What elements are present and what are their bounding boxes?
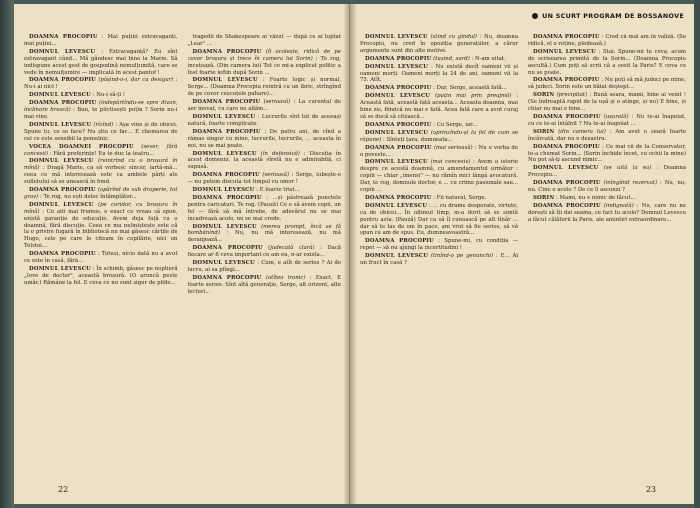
speaker-name: DOAMNA PROCOPIU <box>192 48 262 55</box>
dialogue-line: DOAMNA PROCOPIU (îl ocolește, ridică de pe covor broșura și trece în camera lui Sorin) : Te rog, încetează. (Din camera lui) Tot ce mi-a explicat politic a fost foarte ieftin după Sorin ... <box>187 48 341 76</box>
dialogue-line: DOAMNA PROCOPIU (indepărtîndu-se spre divan, înclinare bruscă) : Bun, te plictisești puțin ? Sorin nu-i mai vine. <box>24 100 178 120</box>
stage-direction: (în defensivă) <box>260 150 300 157</box>
dialogue-text: Spune-mi, cu condiția — repet — să nu ajungi la incertitudini ! <box>360 238 518 252</box>
dialogue-line: DOMNUL LEVESCU (stînd cu gîndul) : Nu, doamna Procopiu, nu cred în opoziția generațiilor, a căror argumente sunt din alte motive. <box>360 34 518 54</box>
speaker-name: DOMNUL LEVESCU <box>533 165 599 172</box>
dialogue-line: DOAMNA PROCOPIU (pășind-o-i, dar ca desigur) : Nu-i ai nici ! <box>24 77 178 91</box>
left-page-column-1 <box>24 34 178 476</box>
speaker-name: DOMNUL LEVESCU <box>29 158 94 165</box>
speaker-name: DOAMNA PROCOPIU <box>533 34 600 40</box>
dialogue-text: Nu, care nu ne dorești să îți dai seama, ce faci tu acolo? Domnul Levescu a făcut călătorii la Paris, ale amintiri extraordinare... <box>528 202 686 223</box>
speaker-name: DOAMNA PROCOPIU <box>192 274 262 281</box>
dialogue-line: DOAMNA PROCOPIU : De patru ani, de cînd a rămas singur cu mine, lucrurile, lucrurile, ... aceasta în noi, nu se mai poate. <box>187 128 341 149</box>
dialogue-text: Această fată, această fată aceasta... Aceasta doamna, mai bine zis, fiindcă nu mai e fată. Acea fată care a avut curaj să se ducă să citească... <box>360 100 518 120</box>
speaker-name: VOCEA DOAMNEI PROCOPIU <box>29 143 134 150</box>
dialogue-line: DOMNUL LEVESCU (pe coridor, cu broșura în mînă) : Cu aiti mai frumos, e exact ce vreau să spun, există garanție de educație. Avem deja față cu o doamnă, fără discuție. Ceea ce ma neliniștește este că la o privire fugară în bibliotecă nu mai găsesc cărțile de Hugo, cele pe care le citeam în copilărie, nici un Tolstoi... <box>24 201 178 250</box>
speaker-name: DOAMNA PROCOPIU <box>365 85 432 92</box>
dialogue-line: DOAMNA PROCOPIU (judecată clară) : Dacă fiecare ar fi ceva important ce am eu, n-ar exista... <box>187 245 341 259</box>
dialogue-line: DOAMNA PROCOPIU (mîngîind rezervat) : Nu, nu, nu. Cine e acolo ? De ce îl ascunzi ? <box>528 180 686 194</box>
bullet-icon <box>532 13 538 19</box>
speaker-name: DOMNUL LEVESCU <box>533 48 596 55</box>
speaker-name: DOMNUL LEVESCU <box>192 223 257 230</box>
dialogue-text: Te rog, încetează. (Din camera lui) Tot ce mi-a explicat politic a fost foarte ieftin după Sorin ... <box>187 55 341 76</box>
speaker-name: DOAMNA PROCOPIU <box>533 113 601 120</box>
speaker-name: DOMNUL LEVESCU <box>29 266 92 272</box>
stage-direction: (mai serioasă) <box>433 144 473 151</box>
speaker-name: DOAMNA PROCOPIU <box>29 187 96 194</box>
dialogue-text: Cum, e atît de serios ? Ai de lucru, ai sa plîngi... <box>187 260 341 273</box>
stage-direction: (tinînd-o pe genunchi) <box>430 253 494 260</box>
stage-direction: (ușurată) <box>603 113 629 120</box>
speaker-name: SORIN <box>533 92 555 99</box>
dialogue-text: E foarte trist... <box>259 187 300 194</box>
dialogue-text: Dacă fiecare ar fi ceva important ce am eu, n-ar exista... <box>187 245 341 259</box>
stage-direction: (tușind, surd) <box>433 55 470 62</box>
stage-direction: (indignată) <box>603 202 634 209</box>
left-page-number: 22 <box>58 485 69 494</box>
speaker-name: DOMNUL LEVESCU <box>29 48 96 55</box>
book-cover-edge-right <box>694 0 700 508</box>
left-page-column-2 <box>188 34 342 476</box>
dialogue-text: Nu te-ai înapoiat, cu ce te-ai întâlnit ? Nu te-ai înapoiat ... <box>528 113 686 127</box>
stage-direction: (îl ocolește, ridică de pe covor broșura și trece în camera lui Sorin) <box>187 48 341 62</box>
dialogue-text: Cred că mai am în valiză. (Se ridică, el o reține, pledează.) <box>528 34 686 47</box>
speaker-name: DOMNUL LEVESCU <box>29 92 91 99</box>
dialogue-line: DOAMNA PROCOPIU (apărînd de sub draperie, tot grav) : Te rog, nu ești deloc întâmplător... <box>24 187 178 200</box>
dialogue-line: SORIN : Mami, nu e nimic de făcut... <box>533 194 636 201</box>
dialogue-line: DOAMNA PROCOPIU : Spune-mi, cu condiția — repet — să nu ajungi la incertitudini ! <box>360 238 518 252</box>
dialogue-line: DOAMNA PROCOPIU : ...și păstrează punctele pentru caricaturi. Te rog. (Pauză) Ce e să avem copii, un fel — fără să mă întrebe, de adevărul nu se mai încadrează acolo, nu se mai crede. <box>187 194 341 222</box>
stage-direction: (indepărtîndu-se spre divan, înclinare bruscă) <box>24 100 178 114</box>
dialogue-text: Doamna Procopiu... <box>528 165 686 179</box>
right-page <box>350 4 694 504</box>
dialogue-line: DOMNUL LEVESCU (rîzînd) : Așa vine și de obicei. Spune tu, ce se face? Nu știu ce fac... E chemarea de cel ce este sensibil la pomelnic. <box>24 121 178 142</box>
dialogue-text: Serge, iubește-o — nu putem discuta tot timpul cu omor ! <box>187 172 341 186</box>
stage-direction: (precipitat) <box>556 92 588 99</box>
dialogue-text: Nu-i ai nici ! <box>24 84 58 91</box>
dialogue-text: La curentul de aer inovat, cu care ne aflăm... <box>187 99 341 113</box>
dialogue-text: Dragă Marie, ca să vorbesc sincer, iartă-mă... ceea ce mă interesează este ca ambele părți ale sufletului să se unească în fond. <box>24 165 178 186</box>
speaker-name: DOMNUL LEVESCU <box>365 63 429 70</box>
dialogue-text: Am avut o seară foarte încărcată, dar nu e dezastru. <box>528 128 686 142</box>
dialogue-text: Totuși, nicio dată nu a avut ce este în casă, fără... <box>24 251 178 265</box>
speaker-name: DOAMNA PROCOPIU <box>29 34 98 40</box>
dialogue-text: Extravaganță? Eu sînt extravagant când... Mă gândesc mai bine la Marie. Să indispune acest gest de gospodină nemulțumită, care se vede în nemulțumire — implicată în acest pantof ! <box>24 48 178 76</box>
dialogue-line: VOCEA DOAMNEI PROCOPIU (sever, fără concesii) : Fără preferințe! Eu te duc la teatru... <box>24 143 178 157</box>
dialogue-line: DOAMNA PROCOPIU (tușind, surd) : N-am uitat. <box>365 55 506 62</box>
dialogue-text: Bună seara, mami, bine ai venit ! (Se îndreaptă rapid de la ușă și o atinge, și nu) E bine, și chiar nu mai e bine... <box>528 92 686 113</box>
speaker-name: DOAMNA PROCOPIU <box>533 143 600 150</box>
dialogue-line: DOMNUL LEVESCU : Nu există decît oameni vii și oameni morți. Oameni morți la 24 de ani, oameni vii la 75. Atît. <box>360 63 518 84</box>
dialogue-line: DOMNUL LEVESCU : Foarte logic și normal, Serge... (Doamna Procopiu reintră cu un ibric, strîngînd de pe covor ceșcuțele pahare)... <box>187 77 341 98</box>
book-cover-edge <box>0 0 14 508</box>
right-page-column-2 <box>528 34 686 476</box>
stage-direction: (puțin mai prin preajmă) <box>435 93 512 100</box>
dialogue-text: Te rog, nu ești deloc întâmplător... <box>43 193 137 200</box>
dialogue-line: DOAMNA PROCOPIU (serioasă) : La curentul de aer inovat, cu care ne aflăm... <box>187 99 341 113</box>
dialogue-line <box>188 34 342 48</box>
dialogue-line: DOAMNA PROCOPIU : Cred că mai am în valiză. (Se ridică, el o reține, pledează.) <box>528 34 686 47</box>
speaker-name: DOAMNA PROCOPIU <box>29 100 97 107</box>
dialogue-line: DOAMNA PROCOPIU (mai serioasă) : Nu e vorba de o poveste... <box>360 144 518 158</box>
dialogue-text: Mai puțini extravaganți, mai puțini... <box>24 34 178 47</box>
speaker-name: SORIN <box>533 194 555 201</box>
speaker-name: SORIN <box>533 128 555 135</box>
dialogue-line: DOMNUL LEVESCU (puțin mai prin preajmă) : Această fată, această fată aceasta... Aceasta doamna, mai bine zis, fiindcă nu mai e fată. Acea fată care a avut curaj să se ducă să citească... <box>360 93 518 120</box>
speaker-name: DOAMNA PROCOPIU <box>365 194 432 201</box>
dialogue-line: DOAMNA PROCOPIU (serioasă) : Serge, iubește-o — nu putem discuta tot timpul cu omor ! <box>187 172 341 186</box>
dialogue-line: DOMNUL LEVESCU : Lucrurile sînt tot de aceeași natură, foarte complicate. <box>187 113 341 127</box>
stage-direction: (pășind-o-i, dar ca desigur) <box>98 77 174 84</box>
dialogue-text: Cu aiti mai frumos, e exact ce vreau să spun, există garanție de educație. Avem deja față cu o doamnă, fără discuție. Ceea ce ma neliniștește este că la o privire fugară în bibliotecă nu mai găsesc cărțile de Hugo, cele pe care le citeam în copilărie, nici un Tolstoi... <box>24 208 178 250</box>
speaker-name: DOAMNA PROCOPIU <box>365 144 432 151</box>
dialogue-text: Lucrurile sînt tot de aceeași natură, foarte complicate. <box>187 113 341 127</box>
right-page-number: 23 <box>645 485 656 494</box>
dialogue-text: Stai. Spune-mi tu ceva, acum de scrisoarea primită de la Sorin... (Doamna Procopiu ascultă.) Cum poți să scrii că a sosit la Paris? E ceva ce nu se poate. <box>528 48 686 76</box>
book-gutter <box>343 4 357 504</box>
speaker-name: DOAMNA PROCOPIU <box>365 238 434 245</box>
speaker-name: DOAMNA PROCOPIU <box>533 77 600 84</box>
dialogue-text: ... cu drame desperate, virtute, ca de obicei... În ultimul timp, m-a dorit să se simtă pentru asta. (Pauză) Dar ca să îl cunoască pe alt tînăr ... dar să te las de om în pace, am vrut să fie serios, să vă spun ce am de spus. Eu, dumneavoastră... <box>360 202 518 237</box>
speaker-name: DOAMNA PROCOPIU <box>29 77 97 84</box>
speaker-name: DOMNUL LEVESCU <box>365 253 429 260</box>
dialogue-text: În schimb, găsesc pe noptieră „Iove de doctor", această broșură. (O aruncă peste umăr.) Rămâne la fel. E ceva ce nu sunt sigur de pilde... <box>24 266 178 286</box>
dialogue-line: DOMNUL LEVESCU : E foarte trist... <box>192 187 300 194</box>
dialogue-text: Fii natural, Serge. <box>436 194 487 201</box>
dialogue-text: Ce mai vii de la Conservator, te-a chemat Sorin... (Sorin închide încet, cu ochii la mine) Nu pot să-ți ascund nimic... <box>528 143 686 164</box>
dialogue-line: SORIN (din camera lui) : Am avut o seară foarte încărcată, dar nu e dezastru. <box>528 128 686 142</box>
speaker-name: DOMNUL LEVESCU <box>192 150 257 157</box>
speaker-name: DOMNUL LEVESCU <box>365 34 428 40</box>
speaker-name: DOMNUL LEVESCU <box>365 129 429 136</box>
dialogue-line: DOAMNA PROCOPIU (indignată) : Nu, care nu ne dorești să îți dai seama, ce faci tu acolo? Domnul Levescu a făcut călătorii la Paris, ale amintiri extraordinare... <box>528 202 686 223</box>
dialogue-text: Nu, nu mă interesează, nu mă deranjează... <box>187 230 341 244</box>
stage-direction: (serioasă) <box>262 172 290 179</box>
running-head-title: UN SCURT PROGRAM DE BOSSANOVE <box>542 12 684 20</box>
dialogue-text: Așa vine și de obicei. Spune tu, ce se face? Nu știu ce fac... E chemarea de cel ce este sensibil la pomelnic. <box>24 121 178 142</box>
dialogue-text: Nu, nu, nu. Cine e acolo ? De ce îl ascunzi ? <box>528 180 686 194</box>
speaker-name: DOAMNA PROCOPIU <box>533 202 601 209</box>
dialogue-text: Dar, Serge, această fată... <box>436 85 507 92</box>
dialogue-text: Fără preferințe! Eu te duc la teatru... <box>53 150 155 157</box>
speaker-name: DOMNUL LEVESCU <box>192 113 256 120</box>
speaker-name: DOAMNA PROCOPIU <box>192 99 261 106</box>
dialogue-text: Nu e vorba de o poveste... <box>360 144 518 158</box>
speaker-name: DOAMNA PROCOPIU <box>192 172 260 179</box>
dialogue-text: Avem o istorie despre ce acestă doamnă, cu amendamentul următor : copiii — chiar „imensi" — nu rămîn mici lângă avocatură. Dar, te rog, domnule doctor, e ... cu crime pasionale sau... copiii ... <box>360 159 518 194</box>
stage-direction: (atîtea ironic) <box>265 274 306 281</box>
dialogue-text: tragedii de Shakespeare ai văzut — după ce ai luptat „Lear" ... <box>187 34 341 47</box>
speaker-name: DOMNUL LEVESCU <box>192 187 255 194</box>
dialogue-line: DOAMNA PROCOPIU : Nu poți să mă judeci pe mine, să judeci. Sorin este un băiat deștept... <box>528 77 686 91</box>
dialogue-line: DOAMNA PROCOPIU : Fii natural, Serge. <box>365 194 487 201</box>
dialogue-line: DOMNUL LEVESCU (se uită la ea) : Doamna Procopiu... <box>528 165 686 179</box>
stage-direction: (aprinzîndu-și la fel de cum se răpune) <box>360 129 518 143</box>
dialogue-text: Sînteți țara, dumneata... <box>386 136 453 143</box>
speaker-name: DOAMNA PROCOPIU <box>192 245 263 252</box>
dialogue-text: De patru ani, de cînd a rămas singur cu mine, lucrurile, lucrurile, ... aceasta în noi, nu se mai poate. <box>187 128 341 149</box>
speaker-name: DOMNUL LEVESCU <box>29 121 92 128</box>
speaker-name: DOAMNA PROCOPIU <box>29 251 96 258</box>
dialogue-text: Nu există decît oameni vii și oameni morți. Oameni morți la 24 de ani, oameni vii la 75. Atît. <box>360 63 518 84</box>
dialogue-text: Cu Serge, iar... <box>436 121 478 128</box>
dialogue-line: SORIN (precipitat) : Bună seara, mami, bine ai venit ! (Se îndreaptă rapid de la ușă și o atinge, și nu) E bine, și chiar nu mai e bine... <box>528 92 686 113</box>
dialogue-text: Foarte logic și normal, Serge... (Doamna Procopiu reintră cu un ibric, strîngînd de pe covor ceșcuțele pahare)... <box>187 77 341 98</box>
dialogue-line: DOMNUL LEVESCU (tinînd-o pe genunchi) : E... Ai un fruct în casă ? <box>360 253 518 267</box>
stage-direction: (din camera lui) <box>558 128 606 135</box>
dialogue-line: DOAMNA PROCOPIU : Mai puțini extravaganți, mai puțini... <box>24 34 178 47</box>
dialogue-line: DOAMNA PROCOPIU (ușurată) : Nu te-ai înapoiat, cu ce te-ai întâlnit ? Nu te-ai înapoiat ... <box>528 113 686 127</box>
dialogue-text: E... Ai un fruct în casă ? <box>360 253 518 267</box>
dialogue-line: DOMNUL LEVESCU : Cum, e atît de serios ? Ai de lucru, ai sa plîngi... <box>187 260 341 273</box>
right-page-column-1 <box>360 34 518 476</box>
dialogue-line: DOMNUL LEVESCU : În schimb, găsesc pe noptieră „Iove de doctor", această broșură. (O aruncă peste umăr.) Rămâne la fel. E ceva ce nu sunt sigur de pilde... <box>24 266 178 286</box>
stage-direction: (judecată clară) <box>268 245 315 252</box>
speaker-name: DOMNUL LEVESCU <box>365 202 428 209</box>
dialogue-line: DOMNUL LEVESCU : Stai. Spune-mi tu ceva, acum de scrisoarea primită de la Sorin... (Doamna Procopiu ascultă.) Cum poți să scrii că a sosit la Paris? E ceva ce nu se poate. <box>528 48 686 76</box>
dialogue-line: DOMNUL LEVESCU (reintrînd cu o broșură în mînă) : Dragă Marie, ca să vorbesc sincer, iartă-mă... ceea ce mă interesează este ca ambele părți ale sufletului să se unească în fond. <box>24 158 178 186</box>
speaker-name: DOAMNA PROCOPIU <box>533 180 601 187</box>
dialogue-line: DOAMNA PROCOPIU : Ce mai vii de la Conservator, te-a chemat Sorin... (Sorin închide încet, cu ochii la mine) Nu pot să-ți ascund nimic... <box>528 143 686 164</box>
dialogue-text: Discuția în acest domeniu, la această vîrstă nu e admirabilă, ci supusă. <box>187 150 341 171</box>
dialogue-line: DOMNUL LEVESCU (mereu prompt, încă se fă bombănind) : Nu, nu mă interesează, nu mă deranjează... <box>187 223 341 244</box>
stage-direction: (pe coridor, cu broșura în mînă) <box>24 201 178 215</box>
dialogue-line: DOMNUL LEVESCU (aprinzîndu-și la fel de cum se răpune) : Sînteți țara, dumneata... <box>360 129 518 143</box>
stage-direction: (mai concesiv) <box>430 159 471 166</box>
speaker-name: DOAMNA PROCOPIU <box>192 128 261 135</box>
dialogue-text: N-am uitat. <box>475 55 506 62</box>
dialogue-line: DOAMNA PROCOPIU : Totuși, nicio dată nu a avut ce este în casă, fără... <box>24 251 178 265</box>
speaker-name: DOMNUL LEVESCU <box>365 93 431 100</box>
dialogue-line: DOMNUL LEVESCU (mai concesiv) : Avem o istorie despre ce acestă doamnă, cu amendamentul următor : copiii — chiar „imensi" — nu rămîn mici lângă avocatură. Dar, te rog, domnule doctor, e ... cu crime pasionale sau... copiii ... <box>360 159 518 194</box>
stage-direction: (reintrînd cu o broșură în mînă) <box>24 158 178 172</box>
speaker-name: DOMNUL LEVESCU <box>29 201 94 208</box>
running-header <box>532 12 684 20</box>
stage-direction: (rîzînd) <box>93 121 114 128</box>
dialogue-line: DOAMNA PROCOPIU (atîtea ironic) : Exact. E foarte serios. Sînt altă generație, Serge, alt orizont, alte lecturi... <box>187 274 341 295</box>
dialogue-text: Bun, te plictisești puțin ? Sorin nu-i mai vine. <box>24 107 178 120</box>
speaker-name: DOMNUL LEVESCU <box>192 77 258 84</box>
stage-direction: (serioasă) <box>263 99 291 106</box>
dialogue-text: Exact. E foarte serios. Sînt altă generație, Serge, alt orizont, alte lecturi... <box>187 274 341 295</box>
dialogue-line: DOMNUL LEVESCU (în defensivă) : Discuția în acest domeniu, la această vîrstă nu e admirabilă, ci supusă. <box>187 150 341 171</box>
dialogue-text: Mami, nu e nimic de făcut... <box>559 194 636 201</box>
stage-direction: (sever, fără concesii) <box>24 143 178 157</box>
stage-direction: (mereu prompt, încă se fă bombănind) <box>187 223 341 237</box>
dialogue-line: DOMNUL LEVESCU : ... cu drame desperate, virtute, ca de obicei... În ultimul timp, m-a dorit să se simtă pentru asta. (Pauză) Dar ca să îl cunoască pe alt tînăr ... dar să te las de om în pace, am vrut să fie serios, să vă spun ce am de spus. Eu, dumneavoastră... <box>360 202 518 237</box>
dialogue-line: DOAMNA PROCOPIU : Cu Serge, iar... <box>365 121 478 128</box>
dialogue-text: Nu poți să mă judeci pe mine, să judeci. Sorin este un băiat deștept... <box>528 77 686 91</box>
stage-direction: (stînd cu gîndul) <box>430 34 477 40</box>
left-page <box>14 4 350 504</box>
speaker-name: DOAMNA PROCOPIU <box>192 194 262 201</box>
dialogue-line: DOMNUL LEVESCU : Nu-i să-ți ! <box>29 92 125 99</box>
stage-direction: (mîngîind rezervat) <box>603 180 658 187</box>
stage-direction: (se uită la ea) <box>603 165 652 172</box>
speaker-name: DOAMNA PROCOPIU <box>365 55 432 62</box>
dialogue-text: Nu-i să-ți ! <box>96 92 125 99</box>
dialogue-text: Nu, doamna Procopiu, nu cred în opoziția generațiilor, a căror argumente sunt din alte motive. <box>360 34 518 54</box>
dialogue-text: ...și păstrează punctele pentru caricaturi. Te rog. (Pauză) Ce e să avem copii, un fel — fără să mă întrebe, de adevărul nu se mai încadrează acolo, nu se mai crede. <box>187 194 341 222</box>
speaker-name: DOMNUL LEVESCU <box>365 159 428 166</box>
speaker-name: DOMNUL LEVESCU <box>192 260 255 267</box>
speaker-name: DOAMNA PROCOPIU <box>365 121 432 128</box>
stage-direction: (apărînd de sub draperie, tot grav) <box>24 187 178 200</box>
dialogue-line: DOAMNA PROCOPIU : Dar, Serge, această fată... <box>365 85 507 92</box>
dialogue-line: DOMNUL LEVESCU : Extravaganță? Eu sînt extravagant când... Mă gândesc mai bine la Marie. Să indispune acest gest de gospodină nemulțumită, care se vede în nemulțumire — implicată în acest pantof ! <box>24 48 178 76</box>
